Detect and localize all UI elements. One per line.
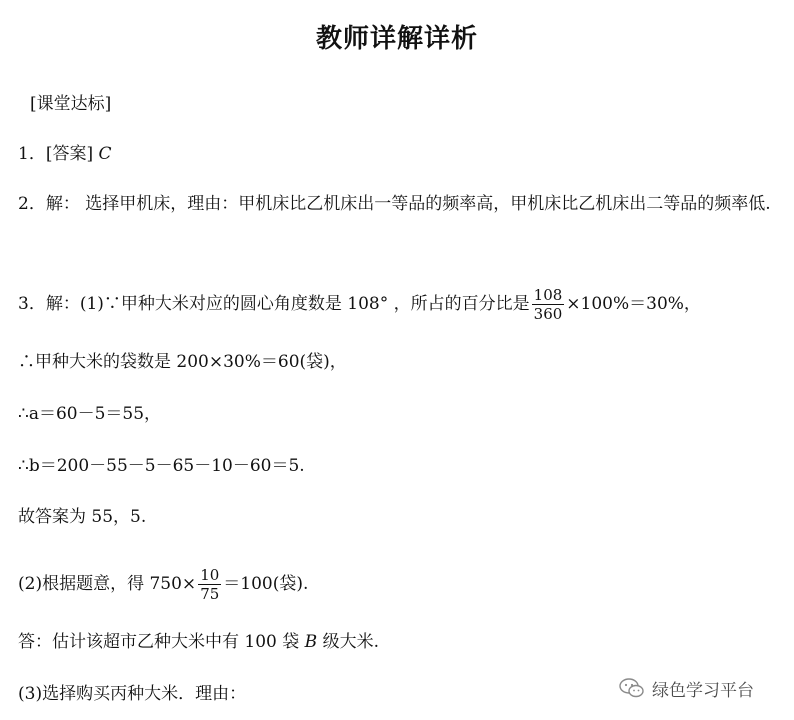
answer-3-line1-text: 3．解：(1)∵甲种大米对应的圆心角度数是 108° ，所占的百分比是 bbox=[18, 294, 530, 314]
answer-2: 2．解： 选择甲机床，理由：甲机床比乙机床出一等品的频率高，甲机床比乙机床出二等品的频率低. bbox=[18, 194, 771, 214]
watermark bbox=[618, 674, 754, 702]
answer-3-part3: (3)选择购买丙种大米．理由： bbox=[18, 684, 247, 704]
answer-3-line4: ∴b＝200－55－5－65－10－60＝5. bbox=[18, 456, 305, 476]
wechat-icon bbox=[618, 677, 646, 699]
fraction-denominator: 75 bbox=[200, 585, 220, 603]
fraction-numerator: 10 bbox=[200, 566, 220, 584]
answer-3-part2-text: (2)根据题意，得 750× bbox=[18, 574, 197, 594]
fraction-denominator: 360 bbox=[533, 305, 563, 323]
conclusion-grade: B bbox=[304, 632, 318, 652]
answer-3-line1-result: ×100%＝30%， bbox=[566, 294, 701, 314]
fraction-10-75 bbox=[198, 566, 221, 603]
answer-3-line3: ∴a＝60－5＝55， bbox=[18, 404, 162, 424]
answer-1-value: C bbox=[98, 144, 112, 164]
fraction-numerator: 108 bbox=[533, 286, 563, 304]
answer-3-conclusion bbox=[18, 630, 379, 654]
page-title: 教师详解详析 bbox=[315, 24, 478, 54]
conclusion-end: 级大米. bbox=[317, 632, 379, 652]
answer-3-line2: ∴甲种大米的袋数是 200×30%＝60(袋)， bbox=[18, 352, 347, 372]
section-heading: [课堂达标] bbox=[30, 94, 112, 114]
watermark-text: 绿色学习平台 bbox=[652, 680, 754, 701]
conclusion-text: 答：估计该超市乙种大米中有 100 袋 bbox=[18, 632, 305, 652]
answer-3-line5: 故答案为 55，5. bbox=[18, 507, 147, 527]
answer-1-prefix: 1．[答案] bbox=[18, 144, 99, 164]
answer-1 bbox=[18, 142, 112, 166]
fraction-108-360 bbox=[532, 286, 565, 323]
answer-3-part2 bbox=[18, 566, 308, 603]
answer-3-part2-result: ＝100(袋). bbox=[223, 574, 309, 594]
answer-3-line1 bbox=[18, 286, 701, 323]
